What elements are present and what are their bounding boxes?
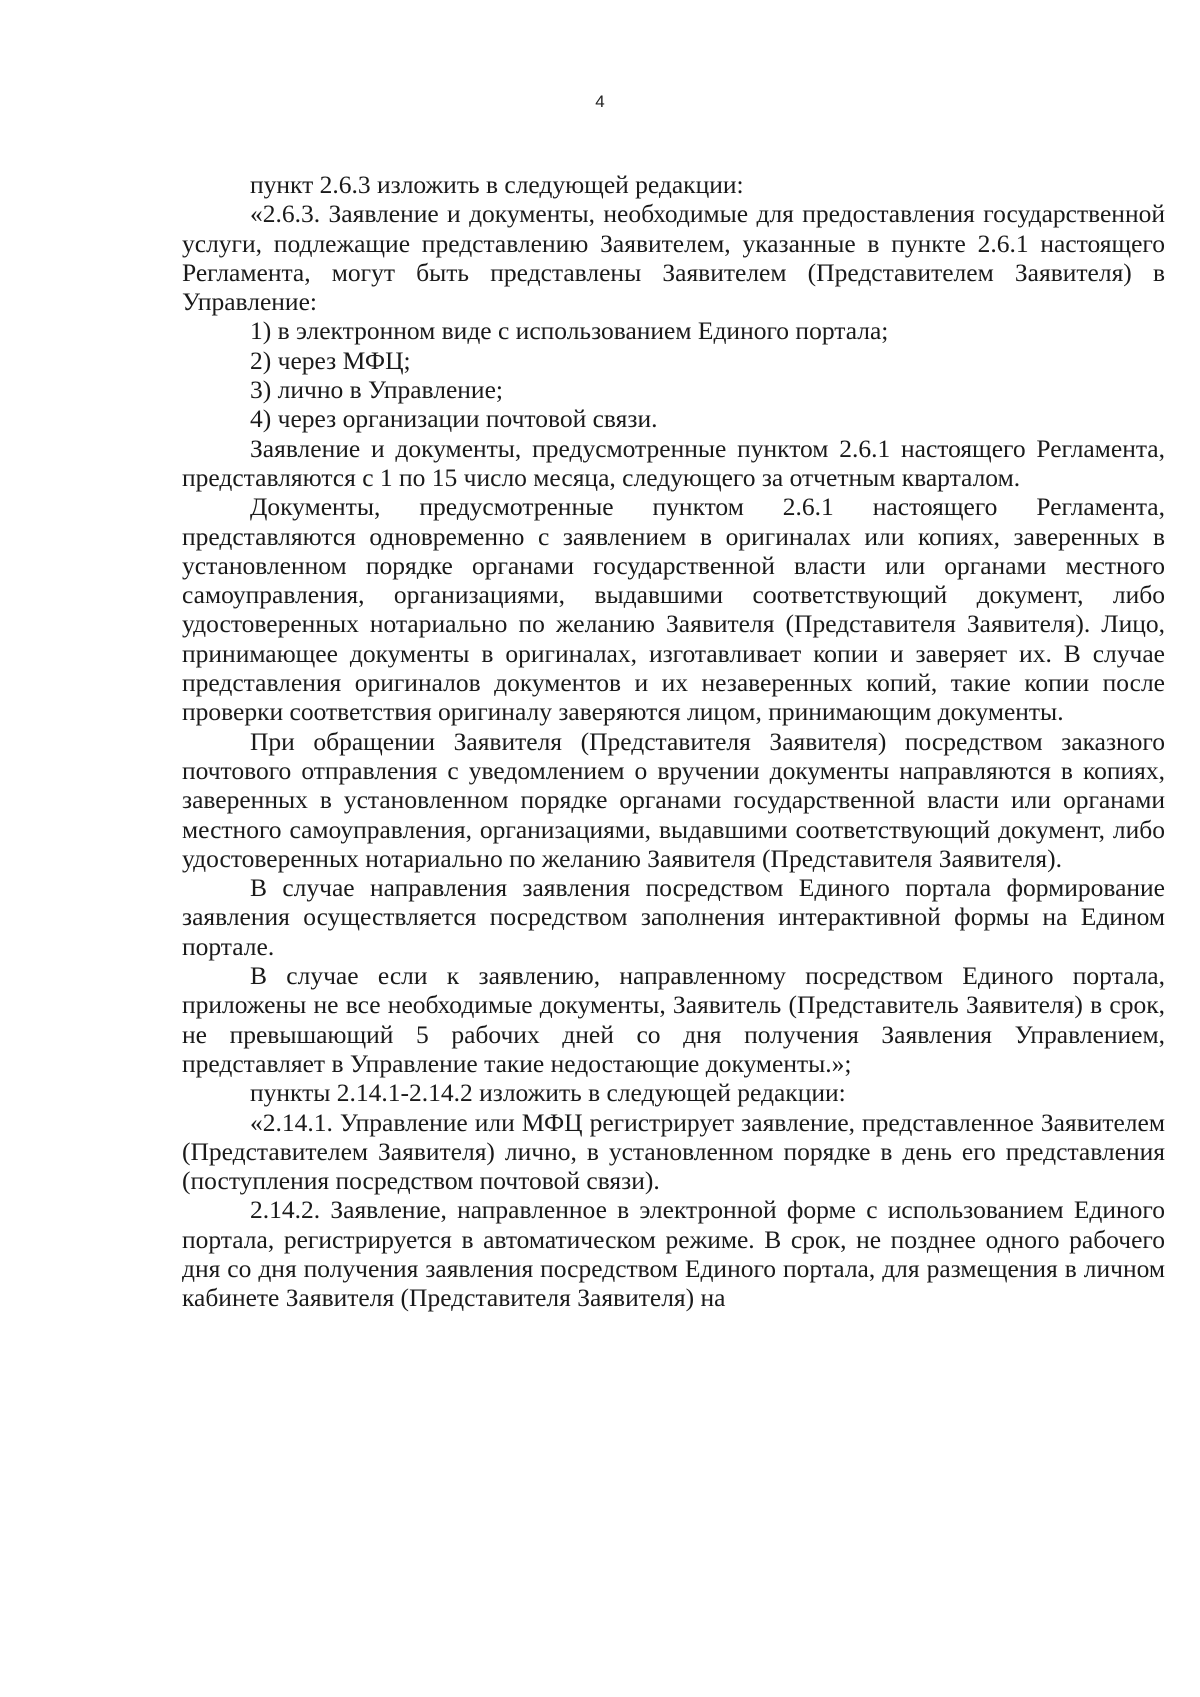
paragraph: «2.6.3. Заявление и документы, необходимые для предоставления государственной услуги, подлежащие представлению Заявителем, указанные в пункте 2.6.1 настоящего Регламента, могут быть представлены Заявителем (Представителем Заявителя) в Управление: [182,199,1165,317]
paragraph: При обращении Заявителя (Представителя Заявителя) посредством заказного почтового отправления с уведомлением о вручении документы направляются в копиях, заверенных в установленном порядке органами государственной власти или органами местного самоуправления, организациями, выдавшими соответствующий документ, либо удостоверенных нотариально по желанию Заявителя (Представителя Заявителя). [182,726,1165,873]
paragraph: Заявление и документы, предусмотренные пунктом 2.6.1 настоящего Регламента, представляются с 1 по 15 число месяца, следующего за отчетным кварталом. [182,433,1165,492]
list-item: 2) через МФЦ; [250,345,411,375]
document-body [182,170,1165,1313]
paragraph: «2.14.1. Управление или МФЦ регистрирует заявление, представленное Заявителем (Представителем Заявителя) лично, в установленном порядке в день его представления (поступления посредством почтовой связи). [182,1107,1165,1196]
paragraph: Документы, предусмотренные пунктом 2.6.1 настоящего Регламента, представляются одновременно с заявлением в оригиналах или копиях, заверенных в установленном порядке органами государственной власти или органами местного самоуправления, организациями, выдавшими соответствующий документ, либо удостоверенных нотариально по желанию Заявителя (Представителя Заявителя). Лицо, принимающее документы в оригиналах, изготавливает копии и заверяет их. В случае представления оригиналов документов и их незаверенных копий, такие копии после проверки соответствия оригиналу заверяются лицом, принимающим документы. [182,492,1165,727]
list-item: 1) в электронном виде с использованием Единого портала; [250,316,889,346]
list-item: 3) лично в Управление; [250,375,503,405]
paragraph: 2.14.2. Заявление, направленное в электронной форме с использованием Единого портала, регистрируется в автоматическом режиме. В срок, не позднее одного рабочего дня со дня получения заявления посредством Единого портала, для размещения в личном кабинете Заявителя (Представителя Заявителя) на [182,1195,1165,1313]
paragraph: В случае если к заявлению, направленному посредством Единого портала, приложены не все необходимые документы, Заявитель (Представитель Заявителя) в срок, не превышающий 5 рабочих дней со дня получения Заявления Управлением, представляет в Управление такие недостающие документы.»; [182,961,1165,1078]
list-item: 4) через организации почтовой связи. [250,404,658,434]
paragraph: В случае направления заявления посредством Единого портала формирование заявления осуществляется посредством заполнения интерактивной формы на Едином портале. [182,873,1165,961]
page-number: 4 [595,92,605,111]
paragraph: пункт 2.6.3 изложить в следующей редакции: [250,170,744,199]
paragraph: пункты 2.14.1-2.14.2 изложить в следующей редакции: [250,1078,846,1108]
